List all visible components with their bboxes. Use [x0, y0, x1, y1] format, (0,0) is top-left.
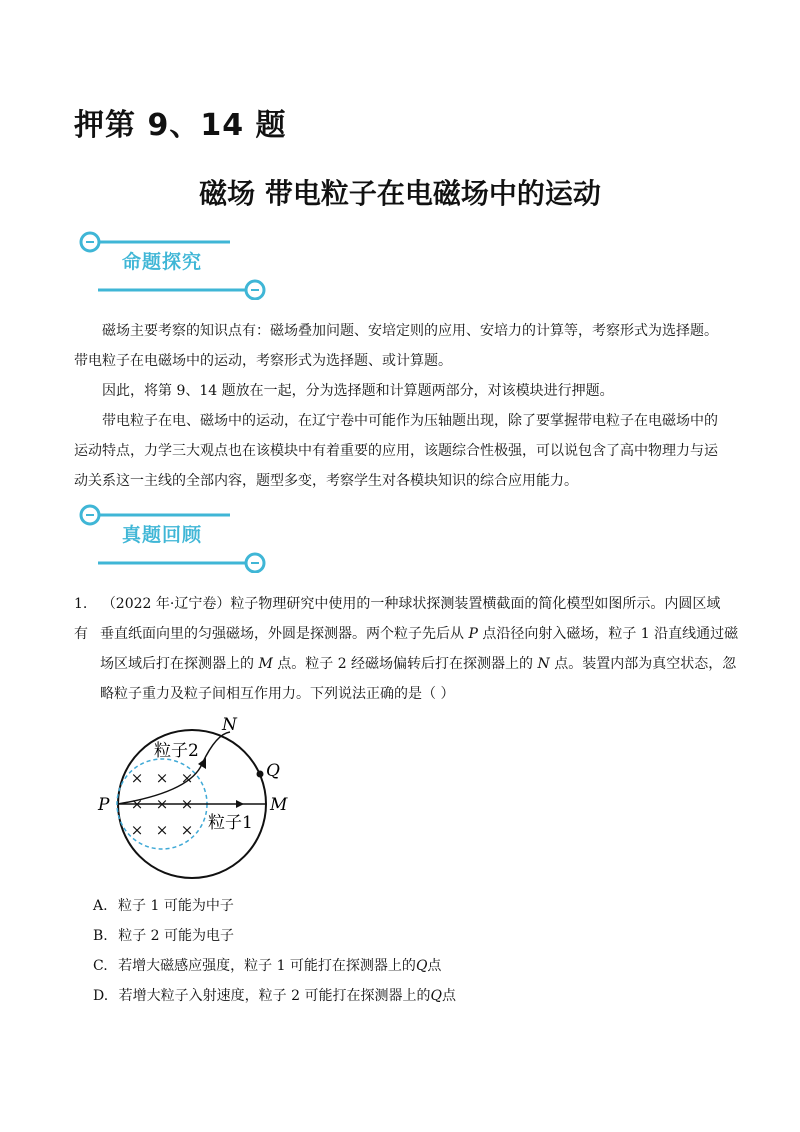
- option-letter: B.: [93, 928, 108, 944]
- var-q: Q: [430, 988, 442, 1004]
- particle1-arrow-icon: [236, 800, 244, 808]
- question-text-2b: 点沿径向射入磁场，粒子 1 沿直线通过磁: [482, 626, 739, 642]
- option-letter: A.: [93, 898, 108, 914]
- question-text-2a: 垂直纸面向里的匀强磁场，外圆是探测器。两个粒子先后从: [100, 626, 464, 642]
- question-line-2: [100, 619, 740, 649]
- var-n: N: [537, 656, 550, 672]
- label-n: N: [222, 715, 237, 735]
- point-q-dot: [257, 771, 264, 778]
- question-line-4: 略粒子重力及粒子间相互作用力。下列说法正确的是（ ）: [100, 686, 455, 702]
- question-source: （2022 年·辽宁卷）: [101, 596, 231, 612]
- field-mark: ×: [155, 795, 169, 813]
- option-a: [93, 895, 234, 917]
- label-q: Q: [266, 761, 280, 781]
- option-d: [93, 985, 456, 1007]
- question-text-3a: 场区域后打在探测器上的: [100, 656, 254, 672]
- var-p: P: [468, 626, 478, 642]
- option-text: 粒子 2 可能为电子: [118, 928, 235, 944]
- label-p: P: [98, 795, 110, 815]
- option-text: 粒子 1 可能为中子: [118, 898, 234, 914]
- question-number: 1.: [74, 596, 88, 612]
- intro-paragraph-1: [74, 316, 734, 376]
- intro-p3-line3: 动关系这一主线的全部内容，题型多变，考察学生对各模块知识的综合应用能力。: [74, 473, 578, 489]
- field-mark: ×: [180, 795, 194, 813]
- intro-paragraph-3: [74, 406, 734, 496]
- field-mark: ×: [130, 821, 144, 839]
- intro-p1-line2: 带电粒子在电磁场中的运动，考察形式为选择题、或计算题。: [74, 353, 452, 369]
- label-m: M: [270, 795, 288, 815]
- field-mark: ×: [180, 821, 194, 839]
- option-b: [93, 925, 234, 947]
- var-q: Q: [415, 958, 428, 974]
- field-mark: ×: [130, 795, 144, 813]
- banner-review-label: 真题回顾: [122, 524, 203, 546]
- intro-p1-line1: 磁场主要考察的知识点有：磁场叠加问题、安培定则的应用、安培力的计算等，考察形式为选择题。: [102, 323, 718, 339]
- option-letter: D.: [93, 988, 109, 1004]
- label-particle2: 粒子2: [154, 741, 199, 761]
- question-text-3c: 点。装置内部为真空状态，忽: [554, 656, 737, 672]
- question-text-3b: 点。粒子 2 经磁场偏转后打在探测器上的: [277, 656, 534, 672]
- field-mark: ×: [180, 769, 194, 787]
- question-line-3: [100, 649, 740, 679]
- detector-figure: [90, 712, 300, 892]
- banner-review: [78, 503, 268, 573]
- section-title: 磁场 带电粒子在电磁场中的运动: [199, 177, 601, 210]
- page-title: 押第 9、14 题: [74, 108, 287, 143]
- field-mark: ×: [155, 769, 169, 787]
- option-text: 若增大粒子入射速度，粒子 2 可能打在探测器上的: [118, 988, 431, 1004]
- banner-explore: [78, 230, 268, 300]
- var-m: M: [258, 656, 273, 672]
- intro-p3-line2: 运动特点，力学三大观点也在该模块中有着重要的应用，该题综合性极强，可以说包含了高中物理力与运: [74, 443, 718, 459]
- label-particle1: 粒子1: [208, 813, 253, 833]
- intro-p3-line1: 带电粒子在电、磁场中的运动，在辽宁卷中可能作为压轴题出现，除了要掌握带电粒子在电磁场中的: [102, 413, 718, 429]
- option-c: [93, 955, 441, 977]
- option-text-end: 点: [427, 958, 442, 974]
- option-letter: C.: [93, 958, 108, 974]
- option-text-end: 点: [441, 988, 456, 1004]
- banner-explore-label: 命题探究: [122, 251, 203, 273]
- intro-paragraph-2: 因此，将第 9、14 题放在一起，分为选择题和计算题两部分，对该模块进行押题。: [102, 383, 614, 399]
- particle2-arrow-icon: [198, 758, 206, 769]
- field-mark: ×: [155, 821, 169, 839]
- field-mark: ×: [130, 769, 144, 787]
- question-text-1: 粒子物理研究中使用的一种球状探测装置横截面的简化模型如图所示。内圆区域有: [74, 596, 721, 642]
- option-text: 若增大磁感应强度，粒子 1 可能打在探测器上的: [118, 958, 416, 974]
